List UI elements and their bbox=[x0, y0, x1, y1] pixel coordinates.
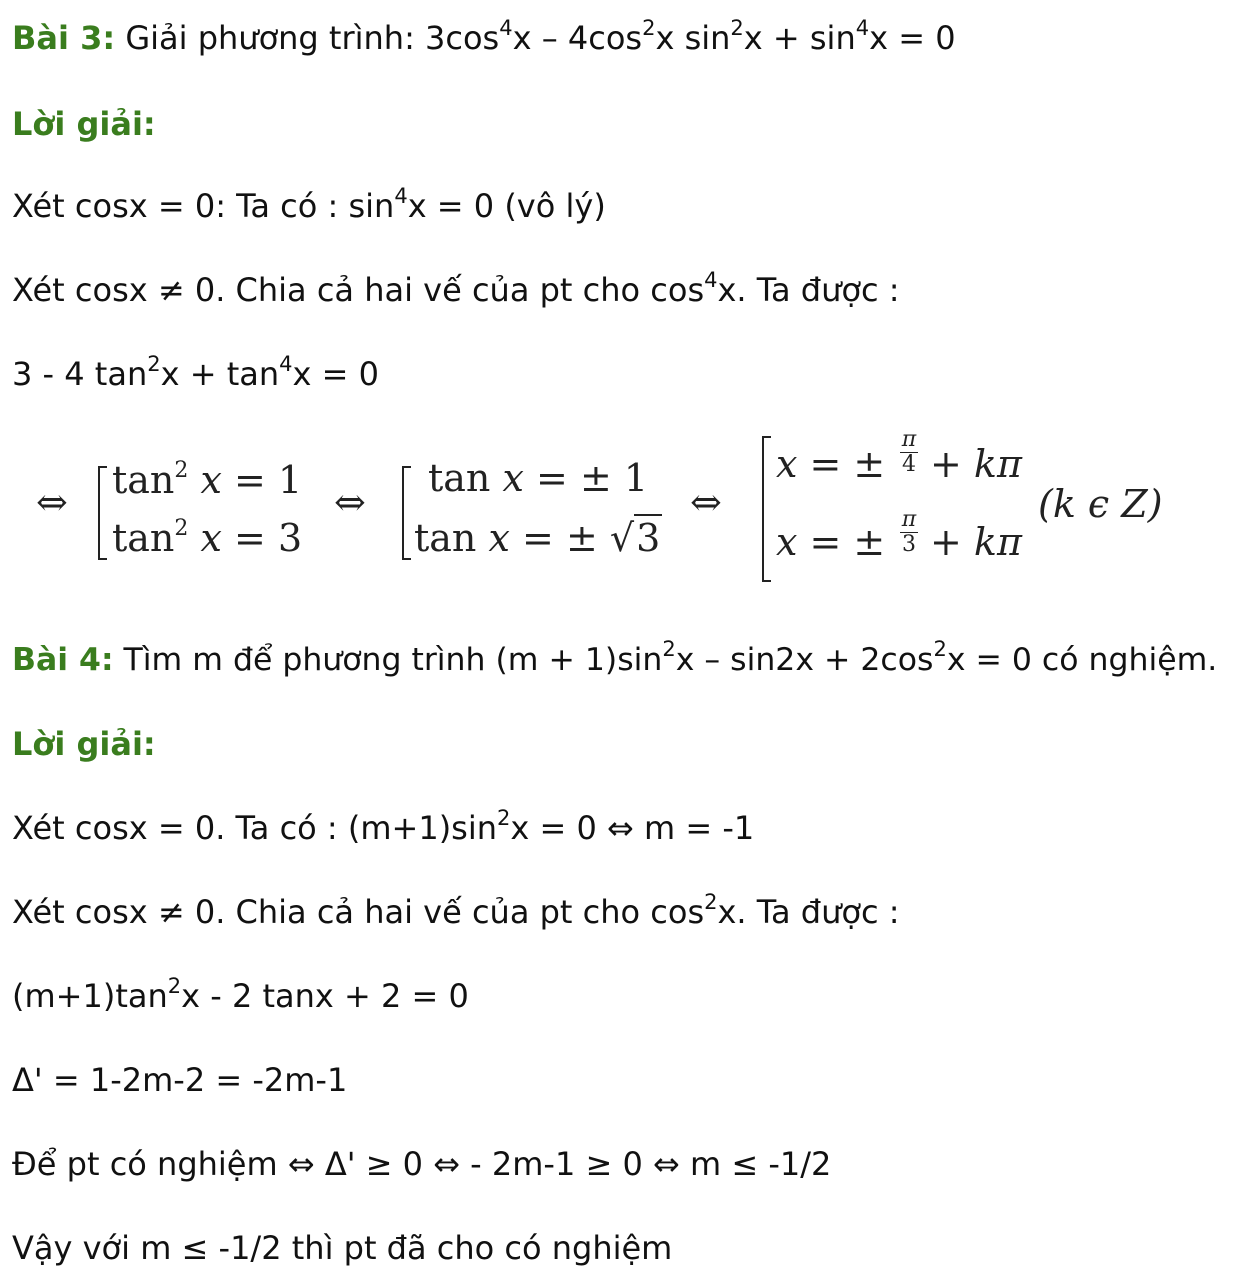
equivalence-chain: ⇔ $\tan^2 x = 1$ $\tan^2 x = 3$ ⇔ tan x = ± 1 tan x = ± √3 ⇔ x = ± π 4 + kπ x = ± π 3 + kπ (k ϵ Z) bbox=[36, 428, 1236, 588]
integer-condition: (k ϵ Z) bbox=[1038, 482, 1163, 526]
system-2-line-1: tan x = ± 1 bbox=[428, 456, 649, 500]
solution-4-step-1: Xét cosx = 0. Ta có : $(m+1)\sin^2x = 0$ ⇔ m = -1 bbox=[12, 806, 755, 847]
solution-4-step-5: Để pt có nghiệm ⇔ Δ' ≥ 0 ⇔ - 2m-1 ≥ 0 ⇔ m ≤ -1/2 bbox=[12, 1145, 832, 1183]
solution-4-step-2: Xét cosx ≠ 0. Chia cả hai vế của pt cho $\cos^2x$. Ta được : bbox=[12, 890, 900, 931]
problem-4-statement: Bài 4: Tìm m để phương trình $(m + 1)\sin^2x - \sin 2x + 2\cos^2x = 0$ có nghiệm. bbox=[12, 637, 1218, 678]
equivalence-symbol: ⇔ bbox=[36, 480, 68, 524]
solution-3-step-2: Xét cosx ≠ 0. Chia cả hai vế của pt cho $\cos^4x$. Ta được : bbox=[12, 268, 900, 309]
solution-line-2: x = ± bbox=[776, 520, 886, 564]
problem-4-label: Bài 4: bbox=[12, 642, 114, 678]
system-1-line-1: $\tan^2 x = 1$ bbox=[112, 458, 303, 502]
problem-3-statement: Bài 3: Giải phương trình: $3\cos^4x - 4\cos^2x$ $\sin^2x + \sin^4x = 0$ bbox=[12, 16, 956, 57]
solution-3-step-1: Xét cosx = 0: Ta có : $\sin^4x = 0$ (vô lý) bbox=[12, 184, 606, 225]
solution-line-1: x = ± bbox=[776, 442, 886, 486]
system-2-line-2: tan x = ± √3 bbox=[414, 516, 661, 560]
solution-heading-3: Lời giải: bbox=[12, 105, 156, 143]
bracket-1 bbox=[98, 466, 107, 560]
system-1-line-2: $\tan^2 x = 3$ bbox=[112, 516, 303, 560]
equivalence-symbol: ⇔ bbox=[334, 480, 366, 524]
equivalence-symbol: ⇔ bbox=[690, 480, 722, 524]
solution-4-step-3: $(m+1)\tan^2x - 2$ tanx + 2 = 0 bbox=[12, 974, 469, 1015]
fraction-pi-over-4: π 4 bbox=[901, 427, 917, 477]
bracket-3 bbox=[762, 436, 771, 582]
problem-3-label: Bài 3: bbox=[12, 19, 116, 57]
solution-4-step-4: Δ' = 1-2m-2 = -2m-1 bbox=[12, 1061, 348, 1099]
bracket-2 bbox=[402, 466, 411, 560]
solution-3-step-3: 3 - 4 $\tan^2x + \tan^4x = 0$ bbox=[12, 352, 379, 393]
solution-heading-4: Lời giải: bbox=[12, 725, 156, 763]
fraction-pi-over-3: π 3 bbox=[901, 507, 917, 557]
solution-4-conclusion: Vậy với m ≤ -1/2 thì pt đã cho có nghiệm bbox=[12, 1229, 673, 1267]
